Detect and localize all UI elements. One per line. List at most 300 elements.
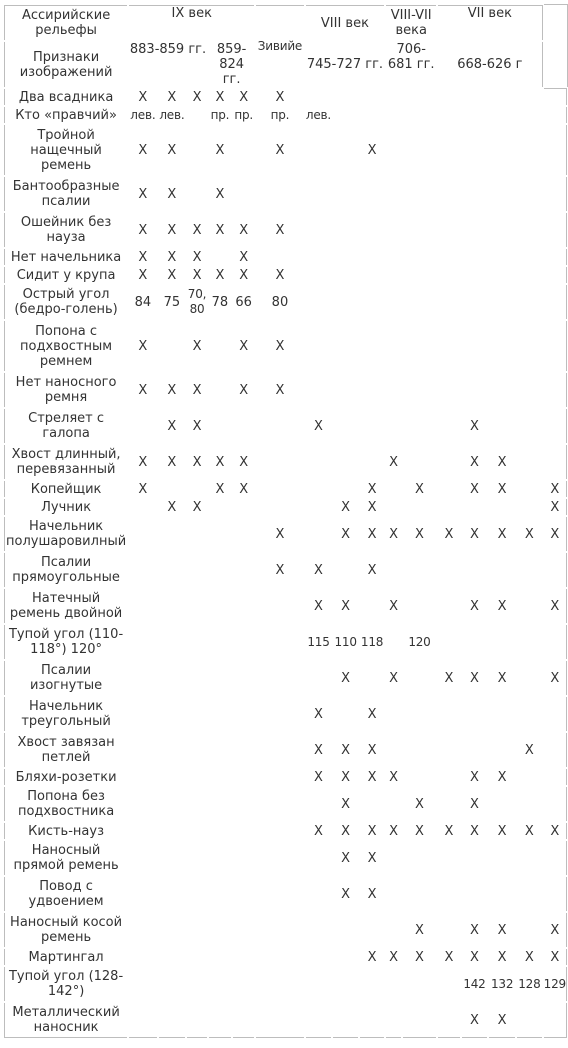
header-century-8: VIII век	[305, 5, 386, 41]
table-cell: пр.	[208, 106, 232, 124]
table-cell	[186, 1002, 208, 1038]
table-cell: X	[186, 248, 208, 266]
row-label: Нет наносного ремня	[4, 372, 128, 408]
table-row	[4, 552, 567, 588]
table-cell	[516, 840, 542, 876]
table-cell	[255, 696, 304, 732]
table-cell	[488, 876, 516, 912]
table-cell	[385, 266, 402, 284]
table-cell	[488, 266, 516, 284]
table-cell	[385, 1002, 402, 1038]
table-cell	[158, 876, 187, 912]
table-cell	[516, 498, 542, 516]
table-cell	[488, 212, 516, 248]
table-cell: X	[461, 768, 488, 786]
table-cell	[255, 444, 304, 480]
table-cell	[208, 516, 232, 552]
table-cell: X	[488, 768, 516, 786]
table-cell: X	[461, 444, 488, 480]
table-cell: X	[186, 212, 208, 248]
table-row	[4, 212, 567, 248]
table-cell	[402, 840, 437, 876]
table-cell	[232, 948, 255, 966]
table-cell	[208, 552, 232, 588]
comparison-table	[3, 4, 568, 1039]
table-cell: X	[437, 822, 461, 840]
table-cell	[402, 768, 437, 786]
table-cell: X	[359, 124, 385, 176]
table-cell: 75	[158, 284, 187, 320]
table-cell: X	[305, 696, 333, 732]
table-row	[4, 822, 567, 840]
table-cell	[516, 408, 542, 444]
table-cell	[437, 696, 461, 732]
table-cell	[385, 912, 402, 948]
header-century-9: IX век	[128, 5, 255, 41]
table-cell	[437, 212, 461, 248]
table-cell	[461, 88, 488, 106]
row-label: Начельник полушаровилный	[4, 516, 128, 552]
table-cell	[186, 480, 208, 498]
table-cell	[208, 1002, 232, 1038]
table-cell: X	[186, 88, 208, 106]
table-cell	[186, 176, 208, 212]
table-cell: X	[255, 320, 304, 372]
table-cell: X	[128, 480, 157, 498]
table-cell	[158, 516, 187, 552]
table-cell	[255, 498, 304, 516]
table-cell	[437, 552, 461, 588]
table-cell	[255, 660, 304, 696]
row-label: Мартингал	[4, 948, 128, 966]
table-cell: X	[385, 444, 402, 480]
table-cell: X	[402, 786, 437, 822]
table-cell	[158, 480, 187, 498]
table-cell	[305, 912, 333, 948]
row-label: Лучник	[4, 498, 128, 516]
table-cell: X	[305, 822, 333, 840]
table-cell	[488, 696, 516, 732]
table-cell	[359, 912, 385, 948]
table-cell: X	[208, 88, 232, 106]
table-cell	[402, 696, 437, 732]
table-cell	[543, 840, 567, 876]
table-cell: 80	[255, 284, 304, 320]
table-cell	[186, 588, 208, 624]
table-cell	[437, 266, 461, 284]
row-label: Повод с удвоением	[4, 876, 128, 912]
table-cell: X	[461, 1002, 488, 1038]
table-cell: 120	[402, 624, 437, 660]
table-cell	[128, 552, 157, 588]
table-cell	[359, 408, 385, 444]
table-cell: X	[488, 1002, 516, 1038]
table-cell: X	[516, 732, 542, 768]
table-cell: X	[359, 732, 385, 768]
table-cell	[186, 552, 208, 588]
table-cell	[158, 948, 187, 966]
table-row	[4, 444, 567, 480]
row-label: Наносный прямой ремень	[4, 840, 128, 876]
table-cell: X	[461, 912, 488, 948]
table-cell	[128, 498, 157, 516]
table-cell: X	[461, 588, 488, 624]
table-cell	[255, 408, 304, 444]
table-cell: X	[158, 372, 187, 408]
table-cell	[359, 284, 385, 320]
table-cell: X	[128, 320, 157, 372]
table-cell	[516, 444, 542, 480]
table-cell: X	[232, 480, 255, 498]
table-cell	[305, 284, 333, 320]
table-cell	[516, 1002, 542, 1038]
table-cell	[208, 372, 232, 408]
table-cell	[232, 876, 255, 912]
row-label: Натечный ремень двойной	[4, 588, 128, 624]
table-cell	[543, 124, 567, 176]
table-cell	[385, 498, 402, 516]
table-cell	[488, 176, 516, 212]
table-cell	[461, 106, 488, 124]
table-cell: X	[128, 444, 157, 480]
table-cell	[402, 176, 437, 212]
table-cell	[232, 516, 255, 552]
table-cell	[208, 660, 232, 696]
table-cell: X	[128, 88, 157, 106]
table-cell	[543, 408, 567, 444]
table-cell	[516, 176, 542, 212]
row-label: Сидит у крупа	[4, 266, 128, 284]
table-cell	[332, 124, 358, 176]
table-cell: X	[232, 372, 255, 408]
table-cell	[437, 498, 461, 516]
table-cell: X	[255, 552, 304, 588]
table-cell	[543, 696, 567, 732]
table-cell	[488, 106, 516, 124]
table-cell	[402, 212, 437, 248]
table-cell: X	[461, 948, 488, 966]
table-cell: X	[305, 552, 333, 588]
table-cell	[305, 966, 333, 1002]
table-cell: X	[208, 212, 232, 248]
table-cell: X	[128, 176, 157, 212]
table-cell	[516, 106, 542, 124]
table-cell	[402, 284, 437, 320]
table-row	[4, 498, 567, 516]
table-row	[4, 786, 567, 822]
table-cell	[232, 552, 255, 588]
table-cell	[158, 552, 187, 588]
table-cell	[255, 176, 304, 212]
table-cell	[488, 624, 516, 660]
table-cell	[543, 372, 567, 408]
table-cell: X	[516, 822, 542, 840]
table-cell	[158, 966, 187, 1002]
table-cell	[359, 444, 385, 480]
table-cell	[255, 248, 304, 266]
table-cell	[543, 284, 567, 320]
table-cell: X	[488, 516, 516, 552]
table-cell	[332, 106, 358, 124]
table-cell: X	[208, 444, 232, 480]
table-cell	[128, 822, 157, 840]
table-cell: X	[437, 516, 461, 552]
table-cell: X	[332, 660, 358, 696]
table-cell	[488, 498, 516, 516]
table-row	[4, 248, 567, 266]
header-ziwiye: Зивийе	[255, 5, 304, 88]
table-cell	[461, 212, 488, 248]
table-cell	[516, 212, 542, 248]
table-cell	[461, 372, 488, 408]
table-cell	[437, 248, 461, 266]
row-label: Копейщик	[4, 480, 128, 498]
table-cell: X	[128, 124, 157, 176]
table-cell	[385, 372, 402, 408]
table-cell	[461, 696, 488, 732]
table-cell: X	[385, 948, 402, 966]
header-period-883-859: 883-859 гг.	[128, 41, 208, 88]
table-cell	[305, 480, 333, 498]
table-cell	[186, 624, 208, 660]
table-cell	[437, 106, 461, 124]
table-cell: X	[305, 588, 333, 624]
header-reliefs: Ассирийские рельефы	[4, 5, 128, 41]
table-cell	[516, 912, 542, 948]
table-cell	[255, 822, 304, 840]
table-cell: X	[158, 248, 187, 266]
table-cell	[359, 320, 385, 372]
table-cell	[543, 320, 567, 372]
table-cell	[332, 176, 358, 212]
table-cell	[461, 266, 488, 284]
table-cell: X	[158, 266, 187, 284]
table-cell	[488, 408, 516, 444]
table-row	[4, 660, 567, 696]
table-cell: X	[158, 124, 187, 176]
row-label: Начельник треугольный	[4, 696, 128, 732]
table-cell: X	[255, 516, 304, 552]
table-cell: 70, 80	[186, 284, 208, 320]
table-cell	[488, 840, 516, 876]
table-cell: X	[359, 876, 385, 912]
table-cell: X	[385, 516, 402, 552]
table-cell: X	[186, 266, 208, 284]
table-cell: X	[488, 912, 516, 948]
table-cell	[402, 320, 437, 372]
table-cell: X	[232, 88, 255, 106]
table-cell	[359, 266, 385, 284]
table-cell: X	[543, 948, 567, 966]
table-cell	[208, 786, 232, 822]
table-cell	[402, 876, 437, 912]
table-cell: X	[255, 88, 304, 106]
table-cell	[232, 966, 255, 1002]
table-cell	[402, 106, 437, 124]
table-cell: X	[359, 552, 385, 588]
table-cell: 118	[359, 624, 385, 660]
table-cell	[208, 696, 232, 732]
table-cell	[158, 696, 187, 732]
table-cell: X	[186, 444, 208, 480]
table-cell: X	[208, 266, 232, 284]
table-cell	[232, 498, 255, 516]
table-cell	[128, 840, 157, 876]
table-cell: X	[385, 768, 402, 786]
table-cell	[332, 248, 358, 266]
table-cell	[186, 696, 208, 732]
table-cell	[385, 320, 402, 372]
table-cell	[385, 480, 402, 498]
table-cell: X	[305, 732, 333, 768]
table-cell	[543, 624, 567, 660]
table-cell: X	[158, 212, 187, 248]
table-cell: X	[332, 822, 358, 840]
table-cell: X	[488, 480, 516, 498]
table-cell	[208, 966, 232, 1002]
table-cell: лев.	[158, 106, 187, 124]
table-row	[4, 876, 567, 912]
table-cell	[461, 320, 488, 372]
table-cell	[186, 948, 208, 966]
table-cell	[437, 408, 461, 444]
table-cell	[232, 732, 255, 768]
table-cell	[128, 516, 157, 552]
table-cell: X	[461, 516, 488, 552]
table-cell	[305, 516, 333, 552]
table-cell: X	[461, 660, 488, 696]
table-cell	[305, 212, 333, 248]
table-cell: X	[305, 768, 333, 786]
table-cell	[332, 88, 358, 106]
row-label: Бантообразные псалии	[4, 176, 128, 212]
table-cell	[516, 88, 542, 106]
table-cell	[385, 176, 402, 212]
header-period-706-681: 706-681 гг.	[385, 41, 437, 88]
table-cell	[385, 248, 402, 266]
table-cell: X	[359, 696, 385, 732]
table-cell	[385, 840, 402, 876]
table-cell	[128, 624, 157, 660]
table-row	[4, 516, 567, 552]
table-cell: X	[402, 822, 437, 840]
table-cell	[437, 88, 461, 106]
row-label: Хвост завязан петлей	[4, 732, 128, 768]
table-cell	[208, 768, 232, 786]
table-cell	[158, 768, 187, 786]
table-row	[4, 408, 567, 444]
table-cell	[461, 732, 488, 768]
table-cell	[359, 786, 385, 822]
table-cell	[305, 266, 333, 284]
table-cell	[158, 840, 187, 876]
table-cell	[186, 732, 208, 768]
table-row	[4, 588, 567, 624]
row-label: Попона с подхвостным ремнем	[4, 320, 128, 372]
table-row	[4, 480, 567, 498]
table-cell	[332, 1002, 358, 1038]
table-cell	[385, 552, 402, 588]
table-cell	[186, 660, 208, 696]
table-cell: X	[359, 480, 385, 498]
table-cell: X	[402, 948, 437, 966]
table-cell	[402, 498, 437, 516]
table-cell: X	[128, 248, 157, 266]
table-cell	[516, 124, 542, 176]
table-cell	[128, 408, 157, 444]
table-cell	[305, 124, 333, 176]
table-cell	[385, 966, 402, 1002]
table-cell: X	[543, 660, 567, 696]
table-cell: X	[543, 822, 567, 840]
table-cell	[208, 320, 232, 372]
table-cell	[208, 588, 232, 624]
table-cell	[208, 948, 232, 966]
table-cell	[385, 88, 402, 106]
table-cell	[402, 88, 437, 106]
table-cell	[158, 1002, 187, 1038]
table-cell	[232, 840, 255, 876]
table-cell	[461, 552, 488, 588]
table-cell	[305, 444, 333, 480]
table-cell	[543, 552, 567, 588]
table-cell	[332, 966, 358, 1002]
table-cell	[402, 408, 437, 444]
table-cell	[488, 88, 516, 106]
header-features: Признаки изображений	[4, 41, 128, 88]
table-cell: 66	[232, 284, 255, 320]
table-cell	[543, 786, 567, 822]
table-cell	[385, 624, 402, 660]
table-cell	[461, 248, 488, 266]
table-cell	[543, 876, 567, 912]
table-cell: X	[232, 444, 255, 480]
row-label: Попона без подхвостника	[4, 786, 128, 822]
table-cell	[305, 1002, 333, 1038]
table-cell: X	[359, 948, 385, 966]
table-cell: X	[461, 408, 488, 444]
table-cell	[516, 768, 542, 786]
table-cell	[332, 696, 358, 732]
table-cell	[543, 266, 567, 284]
table-cell: X	[186, 372, 208, 408]
table-cell	[332, 408, 358, 444]
table-cell	[359, 212, 385, 248]
row-label: Кто «правчий»	[4, 106, 128, 124]
table-row	[4, 372, 567, 408]
table-cell	[543, 732, 567, 768]
table-row	[4, 88, 567, 106]
table-cell	[402, 444, 437, 480]
table-cell	[305, 786, 333, 822]
table-cell	[186, 768, 208, 786]
table-row	[4, 966, 567, 1002]
table-cell	[516, 696, 542, 732]
table-cell	[255, 912, 304, 948]
table-cell	[208, 624, 232, 660]
table-cell: X	[158, 498, 187, 516]
table-cell: X	[208, 124, 232, 176]
table-cell	[516, 588, 542, 624]
table-cell	[516, 284, 542, 320]
table-cell	[543, 212, 567, 248]
table-cell	[516, 266, 542, 284]
table-cell	[158, 912, 187, 948]
table-cell: X	[359, 822, 385, 840]
table-cell	[232, 1002, 255, 1038]
table-cell	[128, 696, 157, 732]
table-cell	[385, 212, 402, 248]
